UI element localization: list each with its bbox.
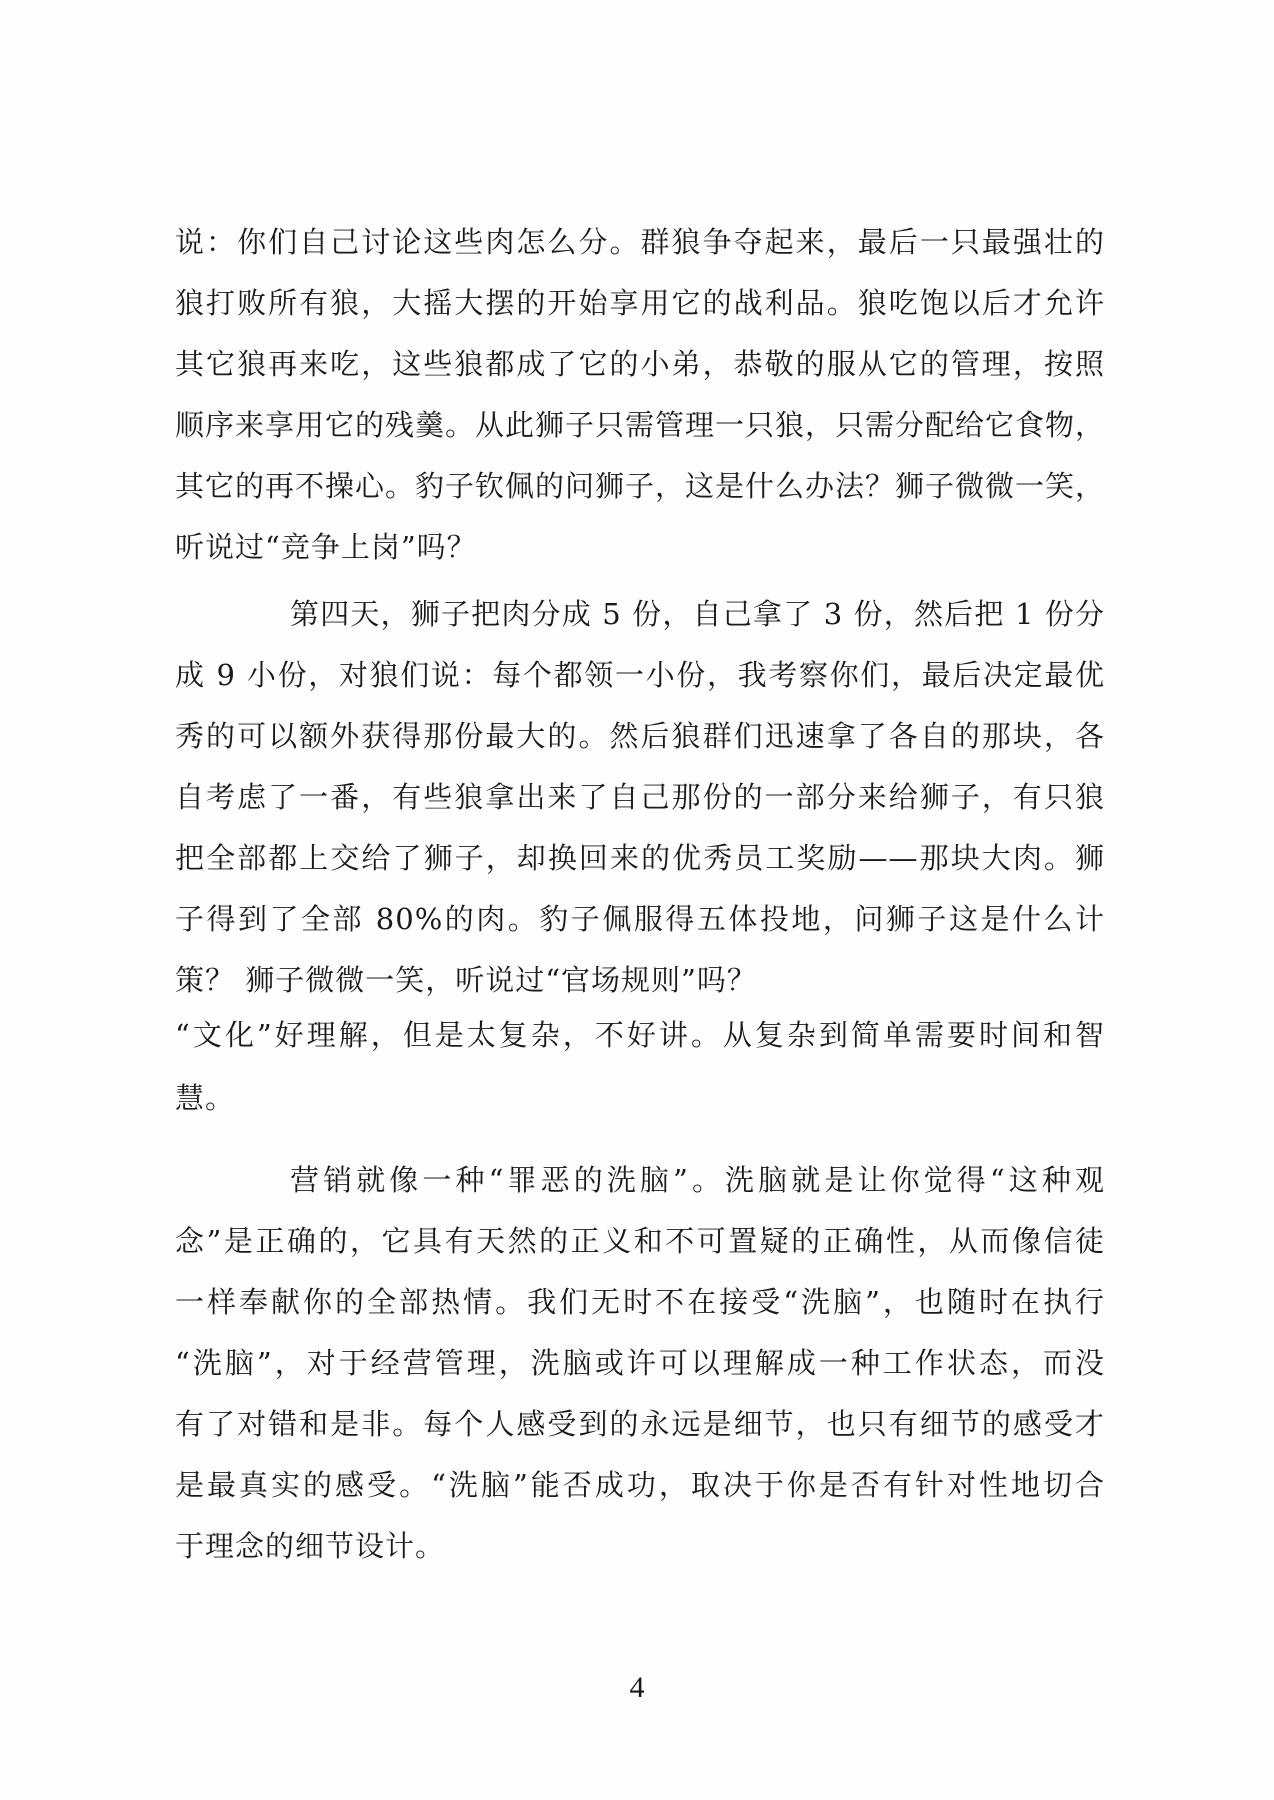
text-line: 是最真实的感受。“洗脑”能否成功，取决于你是否有针对性地切合	[175, 1468, 1105, 1502]
text-line: “洗脑”，对于经营管理，洗脑或许可以理解成一种工作状态，而没	[175, 1346, 1105, 1380]
text-line: 子得到了全部 80%的肉。豹子佩服得五体投地，问狮子这是什么计	[175, 902, 1105, 936]
text-line: 狼打败所有狼，大摇大摆的开始享用它的战利品。狼吃饱以后才允许	[175, 286, 1105, 320]
paragraph-first-line: 营销就像一种“罪恶的洗脑”。洗脑就是让你觉得“这种观	[290, 1163, 1105, 1197]
page-number: 4	[629, 1671, 645, 1704]
text-line: 于理念的细节设计。	[175, 1529, 446, 1563]
text-line: 听说过“竞争上岗”吗？	[175, 530, 477, 564]
text-line: 其它狼再来吃，这些狼都成了它的小弟，恭敬的服从它的管理，按照	[175, 347, 1105, 381]
text-line: 说：你们自己讨论这些肉怎么分。群狼争夺起来，最后一只最强壮的	[175, 225, 1105, 259]
text-line: 其它的再不操心。豹子钦佩的问狮子，这是什么办法？狮子微微一笑，	[175, 469, 1105, 503]
text-line: 自考虑了一番，有些狼拿出来了自己那份的一部分来给狮子，有只狼	[175, 780, 1105, 814]
text-line: 秀的可以额外获得那份最大的。然后狼群们迅速拿了各自的那块，各	[175, 719, 1105, 753]
text-line: 有了对错和是非。每个人感受到的永远是细节，也只有细节的感受才	[175, 1407, 1105, 1441]
text-line: 慧。	[175, 1081, 236, 1115]
text-line: 一样奉献你的全部热情。我们无时不在接受“洗脑”，也随时在执行	[175, 1285, 1105, 1319]
text-line: 把全部都上交给了狮子，却换回来的优秀员工奖励——那块大肉。狮	[175, 841, 1105, 875]
text-line: 念”是正确的，它具有天然的正义和不可置疑的正确性，从而像信徒	[175, 1224, 1105, 1258]
text-line: “文化”好理解，但是太复杂，不好讲。从复杂到简单需要时间和智	[175, 1018, 1105, 1052]
text-line: 顺序来享用它的残羹。从此狮子只需管理一只狼，只需分配给它食物，	[175, 408, 1105, 442]
text-line: 策？ 狮子微微一笑，听说过“官场规则”吗？	[175, 963, 757, 997]
text-line: 成 9 小份，对狼们说：每个都领一小份，我考察你们，最后决定最优	[175, 658, 1105, 692]
paragraph-first-line: 第四天，狮子把肉分成 5 份，自己拿了 3 份，然后把 1 份分	[290, 597, 1105, 631]
